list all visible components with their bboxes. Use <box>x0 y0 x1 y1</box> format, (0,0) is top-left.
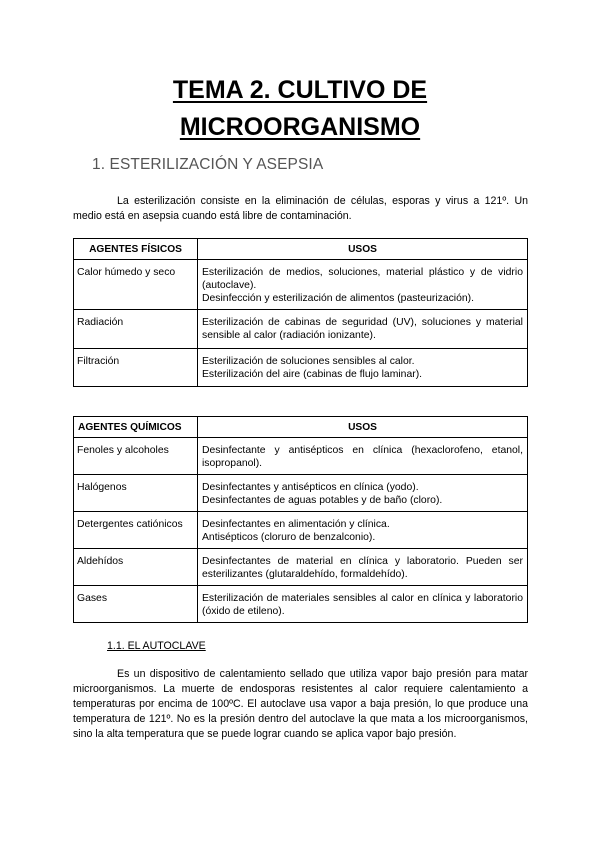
use-line: Desinfectantes de material en clínica y laboratorio. Pueden ser esterilizantes (glutaraldehído, formaldehído). <box>202 556 523 580</box>
agent-cell: Fenoles y alcoholes <box>74 438 198 475</box>
header-uses: USOS <box>198 239 528 260</box>
use-line: Desinfectantes de aguas potables y de baño (cloro). <box>202 495 443 506</box>
use-line: Esterilización de materiales sensibles al calor en clínica y laboratorio (óxido de etileno). <box>202 593 523 617</box>
use-line: Desinfección y esterilización de alimentos (pasteurización). <box>202 293 475 304</box>
header-agents: AGENTES FÍSICOS <box>74 239 198 260</box>
intro-paragraph <box>73 194 528 224</box>
table-row <box>74 349 528 387</box>
autoclave-text: Es un dispositivo de calentamiento sellado que utiliza vapor bajo presión para matar microorganismos. La muerte de endosporas resistentes al calor requiere calentamiento a temperaturas por encima de 100ºC. El autoclave usa vapor a baja presión, lo que produce una temperatura de 121º. No es la presión dentro del autoclave la que mata a los microorganismos, sino la alta temperatura que se puede lograr cuando se aplica vapor bajo presión. <box>73 668 528 740</box>
table-row <box>74 475 528 512</box>
agent-cell: Aldehídos <box>74 549 198 586</box>
title-line-2: MICROORGANISMO <box>179 113 421 141</box>
use-line: Desinfectantes en alimentación y clínica. <box>202 519 390 530</box>
agent-cell: Halógenos <box>74 475 198 512</box>
table-row <box>74 512 528 549</box>
table-row <box>74 586 528 623</box>
uses-cell <box>198 349 528 387</box>
agent-cell: Gases <box>74 586 198 623</box>
uses-cell <box>198 310 528 349</box>
use-line: Desinfectantes y antisépticos en clínica (yodo). <box>202 482 419 493</box>
agent-cell: Radiación <box>74 310 198 349</box>
chemical-agents-table <box>73 416 528 623</box>
table-row <box>74 260 528 310</box>
uses-cell <box>198 586 528 623</box>
autoclave-paragraph <box>73 667 528 742</box>
title-line-1: TEMA 2. CULTIVO DE <box>172 76 428 104</box>
table-row <box>74 438 528 475</box>
table-row <box>74 310 528 349</box>
agent-cell: Calor húmedo y seco <box>74 260 198 310</box>
intro-text: La esterilización consiste en la eliminación de células, esporas y virus a 121º. Un medio está en asepsia cuando está libre de contaminación. <box>73 195 528 222</box>
uses-cell <box>198 475 528 512</box>
uses-cell <box>198 438 528 475</box>
use-line: Desinfectante y antisépticos en clínica (hexaclorofeno, etanol, isopropanol). <box>202 445 523 469</box>
uses-cell <box>198 549 528 586</box>
physical-agents-table <box>73 238 528 387</box>
section-heading: 1. ESTERILIZACIÓN Y ASEPSIA <box>92 156 324 173</box>
use-line: Esterilización del aire (cabinas de flujo laminar). <box>202 369 423 380</box>
subsection-heading: 1.1. EL AUTOCLAVE <box>107 640 206 652</box>
agent-cell: Detergentes catiónicos <box>74 512 198 549</box>
header-uses: USOS <box>198 417 528 438</box>
agent-cell: Filtración <box>74 349 198 387</box>
uses-cell <box>198 512 528 549</box>
uses-cell <box>198 260 528 310</box>
table-row <box>74 549 528 586</box>
use-line: Esterilización de medios, soluciones, material plástico y de vidrio (autoclave). <box>202 267 523 291</box>
document-title <box>0 72 600 146</box>
use-line: Esterilización de cabinas de seguridad (UV), soluciones y material sensible al calor (radiación ionizante). <box>202 317 523 341</box>
table-header-row <box>74 417 528 438</box>
header-agents: AGENTES QUÍMICOS <box>74 417 198 438</box>
use-line: Esterilización de soluciones sensibles al calor. <box>202 356 415 367</box>
use-line: Antisépticos (cloruro de benzalconio). <box>202 532 376 543</box>
table-header-row <box>74 239 528 260</box>
